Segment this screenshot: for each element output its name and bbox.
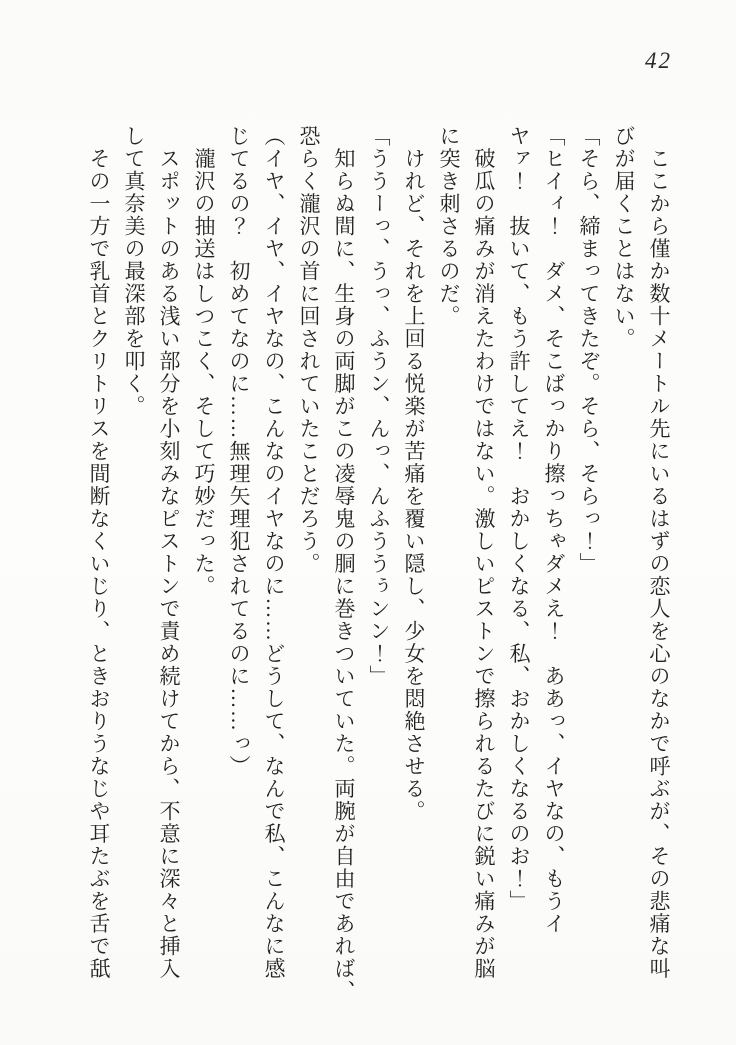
text-line: ヤァ！ 抜いて、もう許してえ！ おかしくなる、私、おかしくなるのお！」 — [507, 125, 531, 913]
text-line: けれど、それを上回る悦楽が苦痛を覆い隠し、少女を悶絶させる。 — [402, 125, 426, 823]
text-line: して真奈美の最深部を叩く。 — [122, 125, 146, 418]
text-line: に突き刺さるのだ。 — [437, 125, 461, 328]
text-line: じてるの？ 初めてなのに……無理矢理犯されてるのに……っ） — [227, 125, 251, 778]
text-line: その一方で乳首とクリトリスを間断なくいじり、ときおりうなじや耳たぶを舌で舐 — [87, 125, 111, 980]
text-line: （イヤ、イヤ、イヤなの、こんなのイヤなのに……どうして、なんで私、こんなに感 — [262, 125, 286, 980]
text-line: 恐らく瀧沢の首に回されていたことだろう。 — [297, 125, 321, 575]
text-line: 「そら、締まってきたぞ。そら、そらっ！」 — [577, 125, 601, 575]
page-text — [81, 125, 676, 1007]
text-line: びが届くことはない。 — [612, 125, 636, 350]
text-line: 瀧沢の抽送はしつこく、そして巧妙だった。 — [192, 125, 216, 598]
text-line: 「ううーっ、うっ、ふうン、んっ、んふううぅンン！」 — [367, 125, 391, 688]
text-line: ここから僅か数十メートル先にいるはずの恋人を心のなかで呼ぶが、その悲痛な叫 — [647, 125, 671, 980]
text-line: 破瓜の痛みが消えたわけではない。激しいピストンで擦られるたびに鋭い痛みが脳 — [472, 125, 496, 980]
text-line: 知らぬ間に、生身の両脚がこの凌辱鬼の胴に巻きついていた。両腕が自由であれば、 — [332, 125, 356, 1003]
text-line: 「ヒイィ！ ダメ、そこばっかり擦っちゃダメえ！ ああっ、イヤなの、もうイ — [542, 125, 566, 935]
text-line: スポットのある浅い部分を小刻みなピストンで責め続けてから、不意に深々と挿入 — [157, 125, 181, 980]
page-number: 42 — [645, 48, 672, 73]
